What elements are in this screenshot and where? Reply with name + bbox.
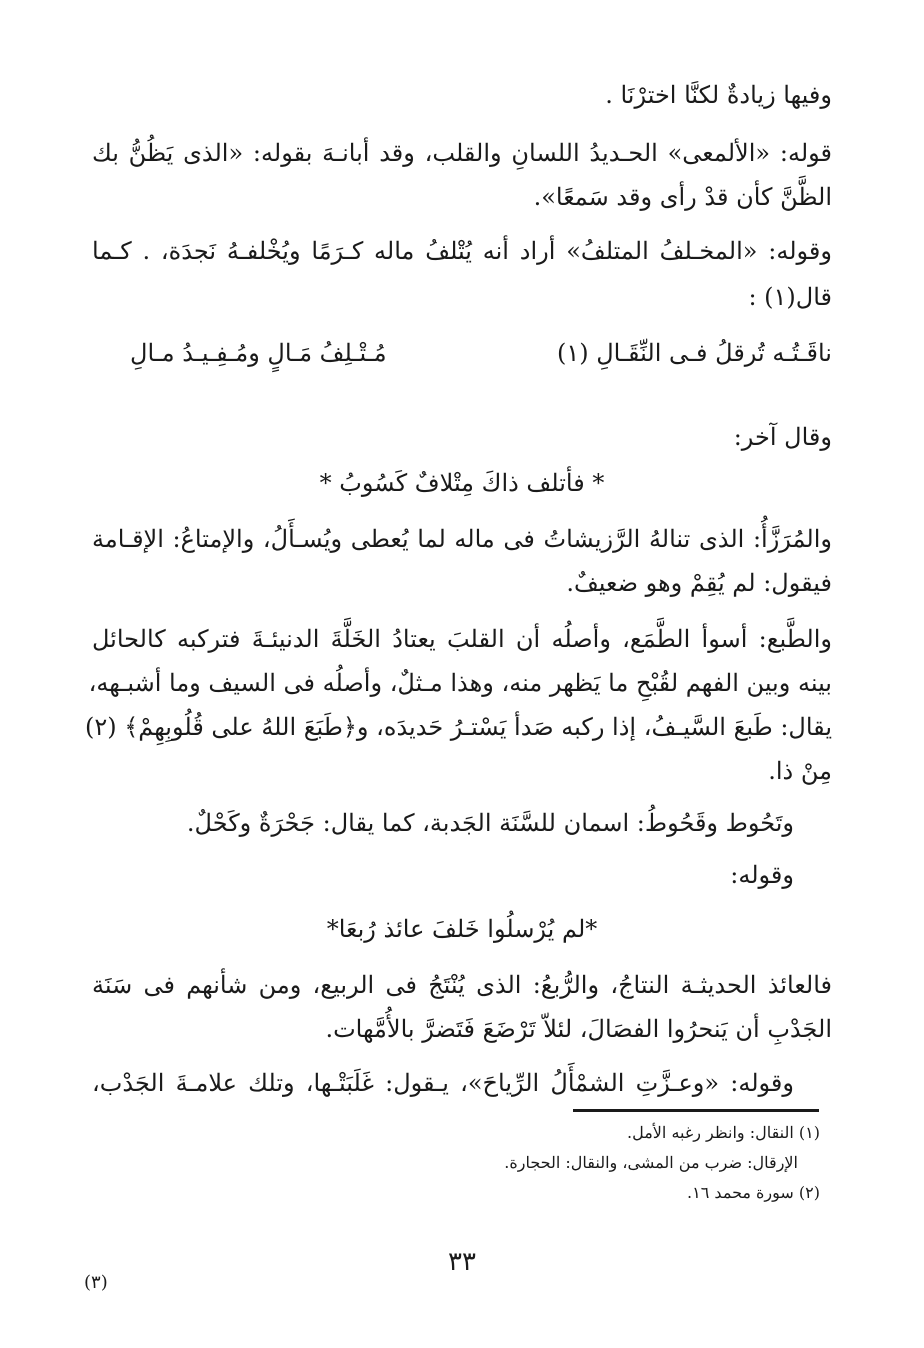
text-line: قوله: «الألمعى» الحـديدُ اللسانِ والقلب، وقد أبانـهَ بقوله: «الذى يَظُنُّ بك	[92, 139, 832, 167]
text-line: فالعائذ الحديثـة النتاجُ، والرُّبعُ: الذى يُنْتَجُ فى الربيع، ومن شأنهم فى سَنَة	[92, 971, 832, 999]
text-line: وفيها زيادةٌ لكنَّا اخترْنَا .	[605, 81, 832, 109]
footnote-separator	[573, 1109, 819, 1112]
signature-mark: (٣)	[84, 1272, 108, 1293]
text-line: وقوله: «المخـلفُ المتلفُ» أراد أنه يُتْلفُ ماله كـرَمًا ويُخْلفـهُ نَجدَة، . كـما	[92, 237, 832, 265]
text-line: الجَدْبِ أن يَنحرُوا الفصَالَ، لئلاّ تَرْضَعَ فَتَضرَّ بالأُمَّهات.	[325, 1015, 832, 1043]
verse-line: *لم يُرْسلُوا خَلفَ عائذ رُبعَا*	[326, 915, 598, 943]
footnote: (٢) سورة محمد ١٦.	[687, 1183, 820, 1202]
verse-second-hemistich: مُـتْـلِفُ مَـالٍ ومُـفِـيـدُ مـالِ	[130, 339, 387, 367]
text-line: وقوله: «وعـزَّتِ الشمْأَلُ الرِّياحَ»، يـقول: غَلَبَتْـها، وتلك علامـةَ الجَدْب،	[92, 1069, 794, 1097]
text-line: مِنْ ذا.	[768, 757, 832, 785]
footnote: الإرقال: ضرب من المشى، والنقال: الحجارة.	[504, 1153, 798, 1172]
text-line: وتَحُوط وقَحُوطُ: اسمان للسَّنَة الجَدبة، كما يقال: جَحْرَةٌ وكَحْلٌ.	[186, 809, 794, 837]
text-line: بينه وبين الفهم لقُبْحِ ما يَظهر منه، وهذا مـثلٌ، وأصلُه فى السيف وما أشبـهه،	[88, 669, 832, 697]
text-line: وقوله:	[730, 861, 794, 889]
text-line: فيقول: لم يُقِمْ وهو ضعيفٌ.	[566, 569, 832, 597]
text-line: والمُرَزَّأُ: الذى تنالهُ الرَّزيشاتُ فى ماله لما يُعطى ويُسـأَلُ، والإمتاعُ: الإقـامة	[92, 525, 832, 553]
page-number: ٣٣	[448, 1247, 476, 1277]
text-line: يقال: طَبعَ السَّيـفُ، إذا ركبه صَدأ يَسْتـرُ حَديدَه، و﴿طَبَعَ اللهُ على قُلُوبِهِمْ﴾ (٢)	[84, 713, 832, 741]
text-line: وقال آخر:	[733, 423, 832, 451]
text-line: والطَّبع: أسوأ الطَّمَع، وأصلُه أن القلبَ يعتادُ الخَلَّةَ الدنيئـةَ فتركبه كالحائل	[92, 625, 832, 653]
text-line: الظَّنَّ كأن قدْ رأى وقد سَمعًا».	[533, 183, 832, 211]
verse-line: * فأتلف ذاكَ مِتْلافٌ كَسُوبُ *	[319, 469, 605, 497]
text-line: قال(١) :	[748, 283, 832, 311]
verse-first-hemistich: ناقَـتُـه تُرقلُ فـى النِّقَـالِ (١)	[556, 339, 832, 367]
footnote: (١) النقال: وانظر رغبه الأمل.	[627, 1123, 820, 1142]
